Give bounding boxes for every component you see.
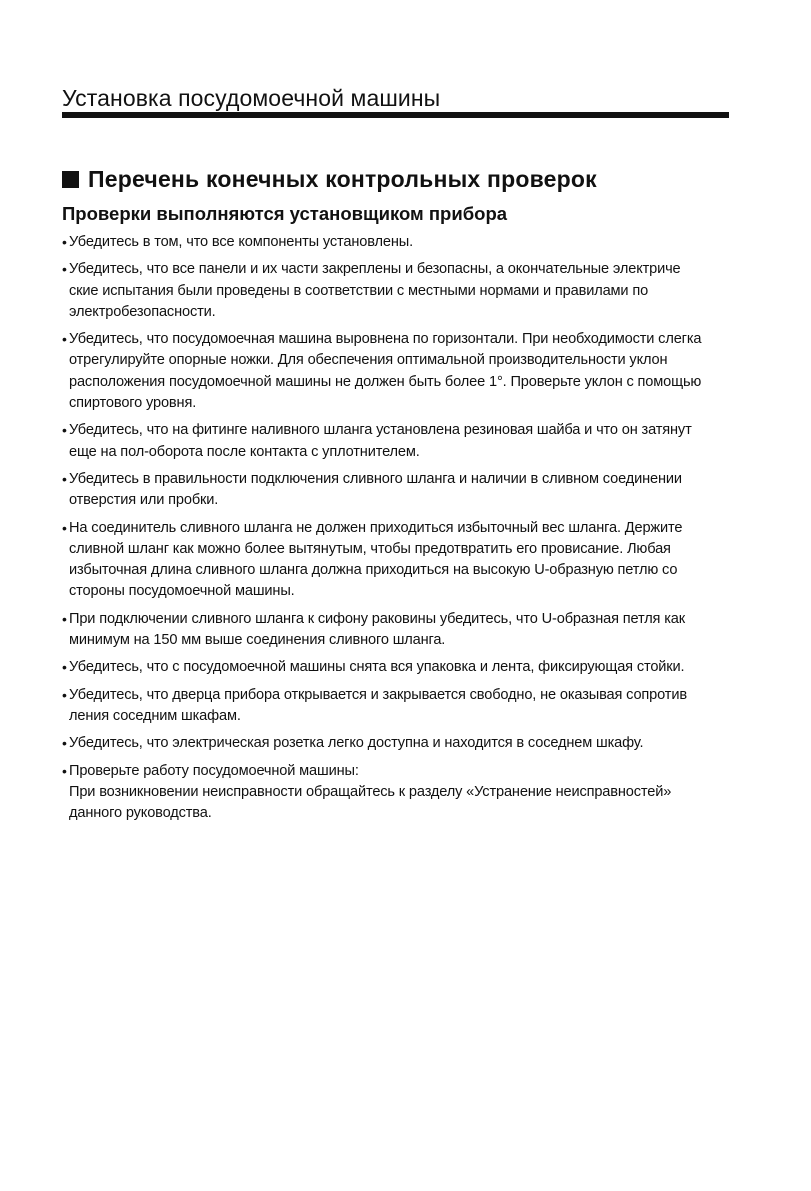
checklist-item-line: При возникновении неисправности обращайтесь к разделу «Устранение неисправностей» [69,783,672,800]
checklist-item [62,518,730,603]
checklist [62,232,730,830]
bullet-icon: • [62,686,67,703]
checklist-item-line: Убедитесь, что все панели и их части закреплены и безопасны, а окончательные электриче [69,261,681,278]
bullet-icon: • [62,234,67,250]
checklist-item [62,609,730,652]
checklist-item-line: спиртового уровня. [69,395,197,412]
checklist-item-line: сливной шланг как можно более вытянутым, чтобы предотвратить его провисание. Любая [69,540,671,557]
title-rule [62,112,729,118]
square-bullet-icon [62,171,79,188]
bullet-icon: • [62,422,67,439]
checklist-item [62,733,730,754]
subheading: Проверки выполняются установщиком прибора [62,203,508,224]
checklist-item-line: Убедитесь, что на фитинге наливного шланга установлена резиновая шайба и что он затянут [69,422,692,439]
checklist-item-line: При подключении сливного шланга к сифону раковины убедитесь, что U-образная петля как [69,610,685,627]
checklist-item-line: данного руководства. [69,805,212,822]
section-heading-text: Перечень конечных контрольных проверок [88,166,597,192]
checklist-item-line: Убедитесь, что электрическая розетка легко доступна и находится в соседнем шкафу. [69,735,644,752]
checklist-item-line: Убедитесь в том, что все компоненты установлены. [69,234,414,250]
checklist-item-line: Убедитесь, что с посудомоечной машины снята вся упаковка и лента, фиксирующая стойки. [69,659,685,676]
checklist-item-line: Убедитесь, что дверца прибора открывается и закрывается свободно, не оказывая сопротив [69,686,687,703]
checklist-item-line: ления соседним шкафам. [69,707,241,724]
bullet-icon: • [62,659,67,676]
checklist-item [62,232,730,253]
bullet-icon: • [62,470,67,487]
checklist-item-line: электробезопасности. [69,303,216,320]
section-heading [62,165,597,193]
bullet-icon: • [62,331,67,348]
checklist-item-line: еще на пол-оборота после контакта с уплотнителем. [69,443,420,460]
checklist-item-line: Проверьте работу посудомоечной машины: [69,762,359,779]
checklist-item [62,761,730,825]
checklist-item-line: стороны посудомоечной машины. [69,583,295,600]
checklist-item-line: ские испытания были проведены в соответствии с местными нормами и правилами по [69,282,649,299]
bullet-icon: • [62,519,67,536]
bullet-icon: • [62,762,67,779]
checklist-item-line: Убедитесь в правильности подключения сливного шланга и наличии в сливном соединении [69,470,682,487]
checklist-item-line: избыточная длина сливного шланга должна приходиться на высокую U-образную петлю со [69,562,678,579]
checklist-item-line: Убедитесь, что посудомоечная машина выровнена по горизонтали. При необходимости слегка [69,331,702,348]
bullet-icon: • [62,261,67,278]
checklist-item [62,685,730,728]
checklist-item [62,469,730,512]
checklist-item [62,259,730,323]
bullet-icon: • [62,610,67,627]
checklist-item [62,657,730,678]
checklist-item-line: отверстия или пробки. [69,492,219,509]
page-title: Установка посудомоечной машины [62,85,441,111]
checklist-item [62,329,730,414]
checklist-item-line: На соединитель сливного шланга не должен приходиться избыточный вес шланга. Держите [69,519,683,536]
checklist-item-line: расположения посудомоечной машины не должен быть более 1°. Проверьте уклон с помощью [69,373,702,390]
checklist-item-line: минимум на 150 мм выше соединения сливного шланга. [69,632,446,649]
checklist-item-line: отрегулируйте опорные ножки. Для обеспечения оптимальной производительности уклон [69,352,668,369]
checklist-item [62,420,730,463]
bullet-icon: • [62,735,67,752]
